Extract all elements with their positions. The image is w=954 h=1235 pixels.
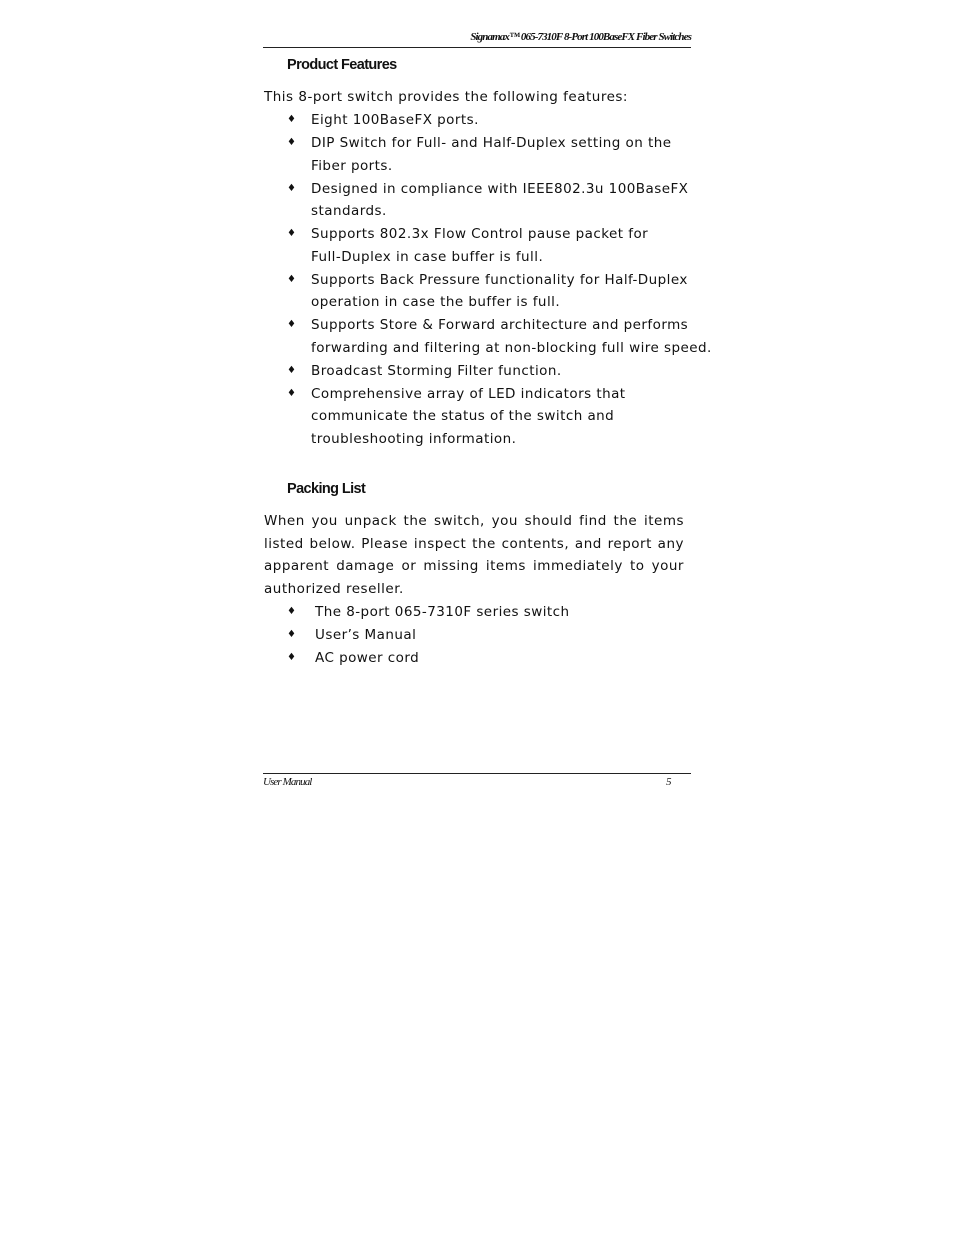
list-item bbox=[287, 360, 712, 383]
list-item-text: communicate the status of the switch and bbox=[311, 408, 615, 424]
list-item bbox=[287, 223, 712, 268]
list-item bbox=[287, 383, 712, 451]
packing-paragraph: When you unpack the switch, you should find the items listed below. Please inspect the contents, and report any apparent damage or missing items immediately to your authorized reseller. bbox=[264, 513, 684, 597]
list-item bbox=[287, 624, 570, 647]
footer-rule bbox=[263, 773, 691, 774]
list-item bbox=[287, 314, 712, 359]
feature-list bbox=[287, 109, 712, 451]
list-item bbox=[287, 178, 712, 223]
list-item-text: Broadcast Storming Filter function. bbox=[311, 362, 562, 379]
packing-list-heading: Packing List bbox=[287, 481, 366, 497]
list-item-text: Supports 802.3x Flow Control pause packet for bbox=[311, 226, 649, 242]
packing-list bbox=[287, 601, 570, 670]
list-item-text: troubleshooting information. bbox=[311, 430, 517, 447]
list-item-text: forwarding and filtering at non-blocking full wire speed. bbox=[311, 339, 712, 356]
page-number: 5 bbox=[666, 776, 672, 788]
diamond-bullet-icon: ♦ bbox=[287, 228, 297, 239]
diamond-bullet-icon: ♦ bbox=[287, 652, 297, 663]
diamond-bullet-icon: ♦ bbox=[287, 606, 297, 617]
list-item-text: Eight 100BaseFX ports. bbox=[311, 112, 479, 128]
product-features-heading: Product Features bbox=[287, 57, 397, 73]
list-item-text: Full-Duplex in case buffer is full. bbox=[311, 248, 544, 265]
list-item-text: Fiber ports. bbox=[311, 157, 393, 174]
list-item-text: The 8-port 065-7310F series switch bbox=[315, 604, 570, 620]
list-item bbox=[287, 269, 712, 314]
running-header: Signamax™ 065-7310F 8-Port 100BaseFX Fiber Switches bbox=[470, 31, 691, 43]
list-item bbox=[287, 109, 712, 132]
diamond-bullet-icon: ♦ bbox=[287, 319, 297, 330]
features-intro: This 8-port switch provides the following features: bbox=[264, 89, 628, 105]
list-item bbox=[287, 647, 570, 670]
list-item-text: Comprehensive array of LED indicators that bbox=[311, 385, 626, 402]
list-item-text: User’s Manual bbox=[315, 627, 417, 643]
diamond-bullet-icon: ♦ bbox=[287, 364, 297, 376]
diamond-bullet-icon: ♦ bbox=[287, 629, 297, 640]
list-item-text: standards. bbox=[311, 203, 387, 219]
diamond-bullet-icon: ♦ bbox=[287, 387, 297, 399]
list-item-text: Supports Store & Forward architecture and performs bbox=[311, 317, 689, 333]
list-item-text: Supports Back Pressure functionality for Half-Duplex bbox=[311, 271, 688, 288]
list-item bbox=[287, 601, 570, 624]
list-item-text: DIP Switch for Full- and Half-Duplex setting on the bbox=[311, 135, 672, 151]
header-rule bbox=[263, 47, 691, 48]
list-item-text: AC power cord bbox=[315, 650, 420, 666]
list-item-text: operation in case the buffer is full. bbox=[311, 294, 561, 310]
list-item bbox=[287, 132, 712, 177]
diamond-bullet-icon: ♦ bbox=[287, 273, 297, 285]
list-item-text: Designed in compliance with IEEE802.3u 100BaseFX bbox=[311, 180, 689, 197]
diamond-bullet-icon: ♦ bbox=[287, 137, 297, 148]
diamond-bullet-icon: ♦ bbox=[287, 182, 297, 194]
diamond-bullet-icon: ♦ bbox=[287, 114, 297, 125]
footer-manual-label: User Manual bbox=[263, 776, 312, 788]
